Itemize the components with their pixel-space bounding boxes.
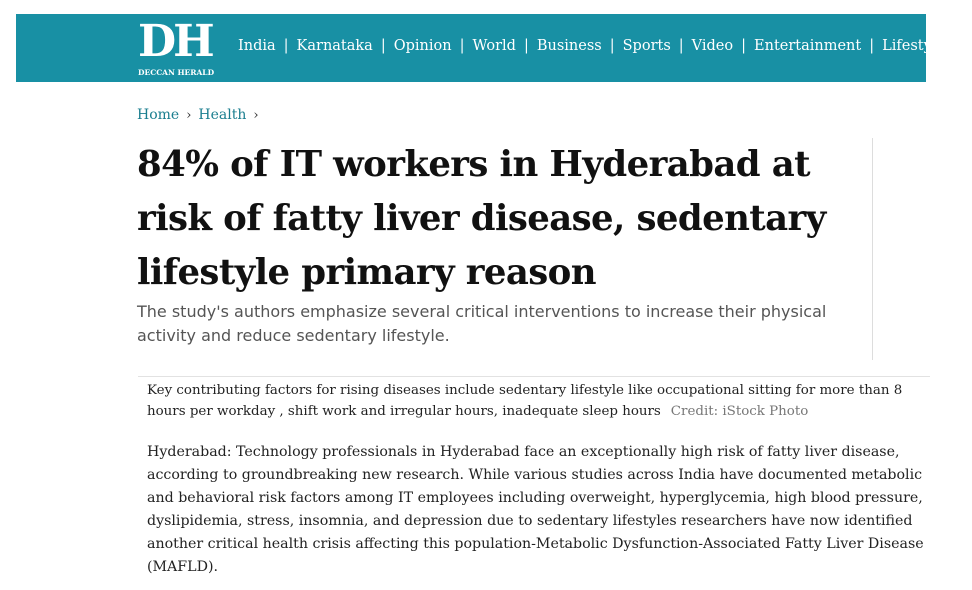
logo-subtext: DECCAN HERALD bbox=[138, 68, 215, 77]
nav-item-entertainment[interactable]: Entertainment bbox=[754, 38, 862, 54]
nav-item-karnataka[interactable]: Karnataka bbox=[296, 38, 373, 54]
nav-separator: | bbox=[380, 38, 386, 54]
nav-item-india[interactable]: India bbox=[238, 38, 276, 54]
nav-separator: | bbox=[523, 38, 529, 54]
logo-mark: DH bbox=[138, 16, 212, 67]
caption-divider bbox=[138, 376, 930, 377]
nav-separator: | bbox=[609, 38, 615, 54]
article-headline: 84% of IT workers in Hyderabad at risk of fatty liver disease, sedentary lifestyle primary reason bbox=[137, 144, 826, 293]
nav-separator: | bbox=[459, 38, 465, 54]
image-caption bbox=[147, 380, 927, 422]
nav-separator: | bbox=[678, 38, 684, 54]
breadcrumb bbox=[137, 107, 266, 123]
caption-text: Key contributing factors for rising diseases include sedentary lifestyle like occupational sitting for more than 8 hours per workday , shift work and irregular hours, inadequate sleep hours bbox=[147, 383, 903, 419]
nav-item-business[interactable]: Business bbox=[536, 38, 602, 54]
nav-links bbox=[238, 38, 966, 54]
chevron-right-icon: › bbox=[186, 107, 192, 123]
photo-credit: Credit: iStock Photo bbox=[670, 404, 809, 419]
nav-separator: | bbox=[283, 38, 289, 54]
nav-item-opinion[interactable]: Opinion bbox=[393, 38, 452, 54]
nav-separator: | bbox=[869, 38, 875, 54]
nav-separator: | bbox=[953, 38, 958, 54]
article-summary: The study's authors emphasize several critical interventions to increase their physical activity and reduce sedentary lifestyle. bbox=[137, 302, 827, 345]
breadcrumb-home[interactable]: Home bbox=[137, 107, 180, 123]
breadcrumb-health[interactable]: Health bbox=[198, 107, 247, 123]
column-divider bbox=[872, 138, 873, 360]
deccan-herald-logo[interactable] bbox=[138, 16, 218, 80]
chevron-right-icon: › bbox=[253, 107, 259, 123]
nav-separator: | bbox=[741, 38, 747, 54]
top-nav-bar bbox=[16, 14, 958, 82]
nav-item-world[interactable]: World bbox=[472, 38, 516, 54]
nav-item-video[interactable]: Video bbox=[691, 38, 734, 54]
nav-item-lifestyle[interactable]: Lifestyle bbox=[882, 38, 946, 54]
nav-item-sports[interactable]: Sports bbox=[622, 38, 671, 54]
article-body-paragraph: Hyderabad: Technology professionals in Hyderabad face an exceptionally high risk of fatty liver disease, according to groundbreaking new research. While various studies across India have documented metabolic and behavioral risk factors among IT employees including overweight, hyperglycemia, high blood pressure, dyslipidemia, stress, insomnia, and depression due to sedentary lifestyles researchers have now identified another critical health crisis affecting this population-Metabolic Dysfunction-Associated Fatty Liver Disease (MAFLD). bbox=[147, 444, 924, 575]
